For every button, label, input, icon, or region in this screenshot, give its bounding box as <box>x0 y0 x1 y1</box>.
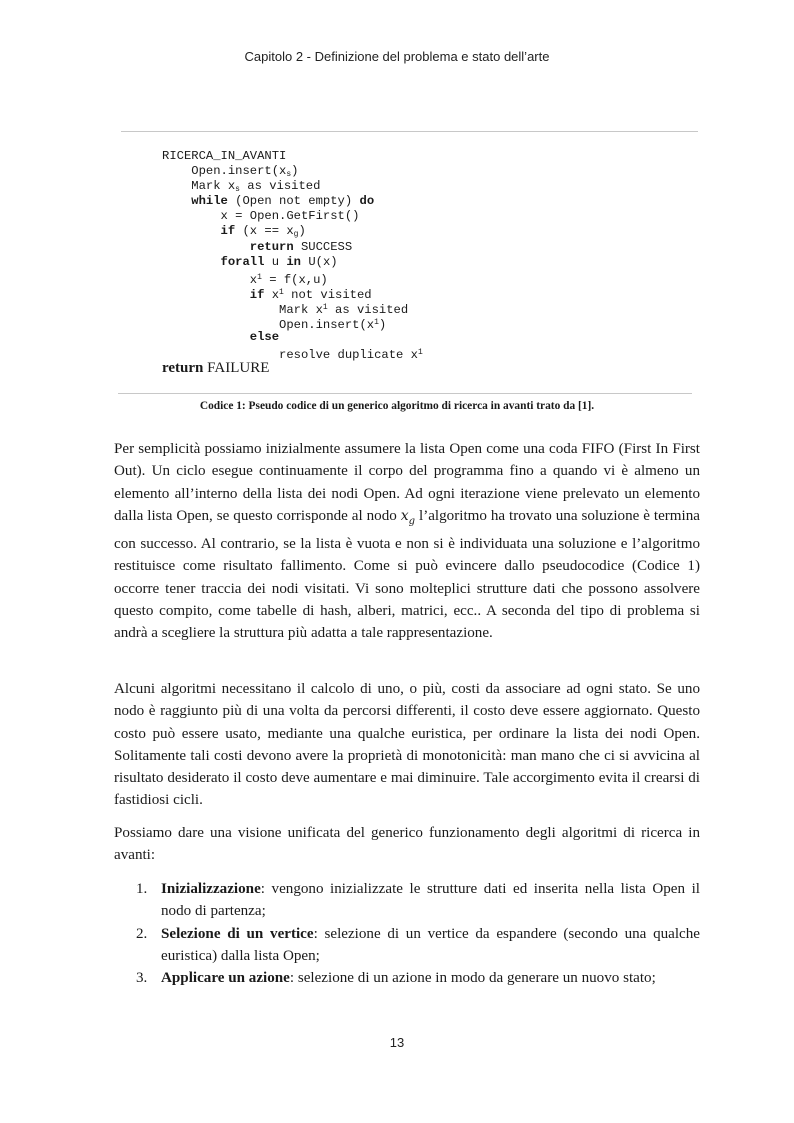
code-line-2: Mark $x_s$ as visited <box>191 179 321 195</box>
code-line-5: if $(x == x_g)$ <box>220 224 306 240</box>
code-line-6: return SUCCESS <box>249 239 353 254</box>
code-top-rule <box>121 131 698 132</box>
code-line-10: Mark $x^1$ as visited <box>279 302 409 317</box>
code-line-title: RICERCA_IN_AVANTI <box>162 149 287 163</box>
paragraph-3: Possiamo dare una visione unificata del generico funzionamento degli algoritmi di ricerca in avanti: <box>114 825 700 864</box>
paragraph-2: Alcuni algoritmi necessitano il calcolo di uno, o più, costi da associare ad ogni stato. Se uno nodo è raggiunto più di una volta da percorsi differenti, il costo deve essere aggiornato. Questo costo può essere usato, mediante una qualche euristica, per ordinare la lista dei nodi Open. Solitamente tali costi devono avere la proprietà di monotonicità: man mano che ci si avvicina al risultato desiderato il costo deve aumentare e mai diminuire. Tale accorgimento evita il crearsi di fastidiosi cicli. <box>114 681 700 809</box>
code-line-1: $Open.insert(x_s)$ <box>191 164 299 180</box>
code-line-8: $x^1 = f(x,u)$ <box>249 272 328 287</box>
list-item: 1. Inizializzazione: vengono inizializzate le strutture dati ed inserita nella lista Open il nodo di partenza; <box>136 881 700 920</box>
code-bottom-rule <box>118 393 692 394</box>
pseudocode-block <box>162 149 423 376</box>
code-caption: Codice 1: Pseudo codice di un generico algoritmo di ricerca in avanti trato da [1]. <box>199 400 595 412</box>
code-line-11: $Open.insert(x^1)$ <box>279 318 387 333</box>
code-line-13: resolve duplicate $x^1$ <box>279 348 423 363</box>
math-variable: $x_g$ <box>400 507 416 527</box>
paragraph-1: Per semplicità possiamo inizialmente assumere la lista Open come una coda FIFO (First In First Out). Un ciclo esegue continuamente il corpo del programma fino a quando vi è almeno un elemento all’interno della lista dei nodi Open. Ad ogni iterazione viene prelevato un elemento dalla lista Open, se questo corrisponde al nodo $x_g$ l’algoritmo ha trovato una soluzione è termina con successo. Al contrario, se la lista è vuota e non si è individuata una soluzione e l’algoritmo restituisce come risultato fallimento. Come si può evincere dallo pseudocodice (Codice 1) occorre tener traccia dei nodi visitati. Vi sono molteplici strutture dati che possono assolvere questo compito, come tabelle di hash, alberi, matrici, ecc.. A seconda del tipo di problema si andrà a scegliere la struttura più adatta a tale rappresentazione. <box>114 441 700 642</box>
code-line-9: if $x^1$ not visited <box>249 287 372 302</box>
code-line-4: x = Open.GetFirst() <box>220 209 360 224</box>
code-line-12: else <box>249 330 280 345</box>
code-line-3: while (Open not empty) do <box>191 194 375 209</box>
page-header: Capitolo 2 - Definizione del problema e stato dell’arte <box>244 49 550 64</box>
steps-list <box>136 878 700 989</box>
page-number: 13 <box>389 1035 405 1050</box>
code-line-7: forall u in U(x) <box>220 254 338 269</box>
list-item: 2. Selezione di un vertice: selezione di un vertice da espandere (secondo una qualche euristica) dalla lista Open; <box>136 925 701 964</box>
list-item: 3. Applicare un azione: selezione di un azione in modo da generare un nuovo stato; <box>136 970 656 987</box>
code-line-final: return FAILURE <box>162 360 270 377</box>
